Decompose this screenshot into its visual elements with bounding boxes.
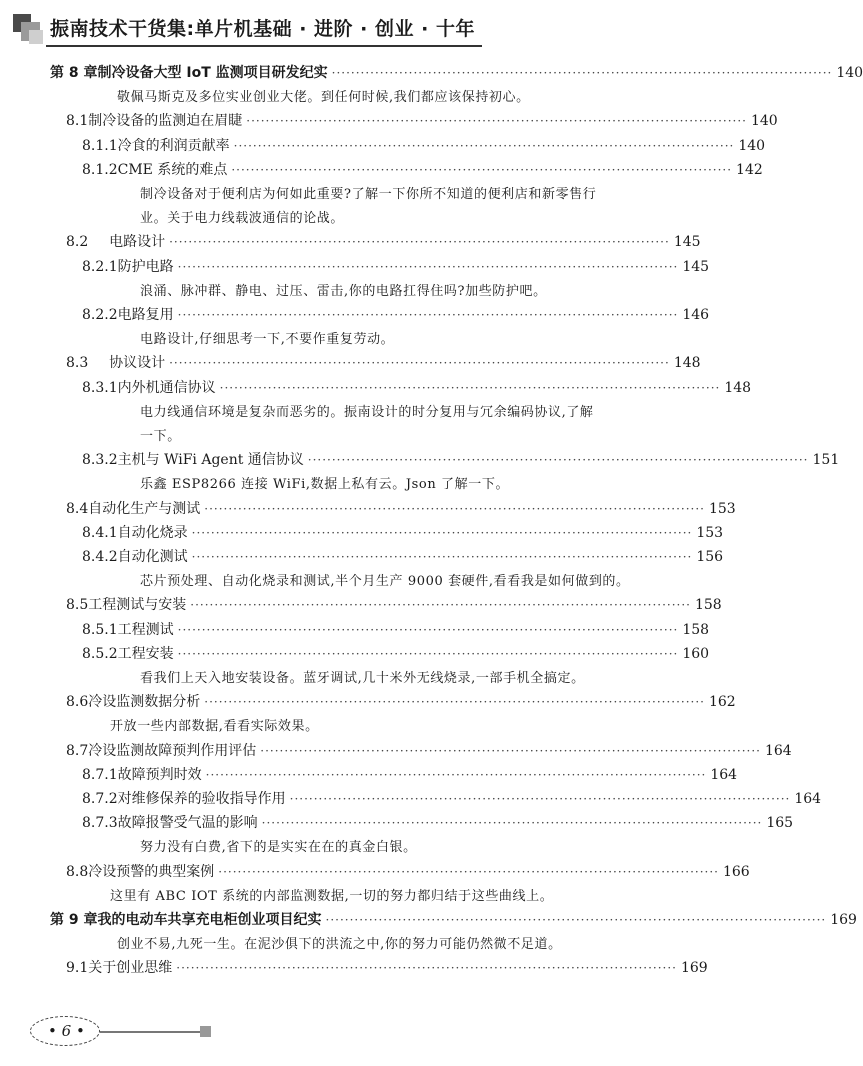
entry-description: 电力线通信环境是复杂而恶劣的。振南设计的时分复用与冗余编码协议,了解	[140, 404, 594, 420]
toc-section-entry	[66, 959, 708, 977]
dot-leader: ········································································································	[260, 743, 761, 758]
entry-number: 8.8	[66, 863, 89, 880]
entry-title: 协议设计	[109, 355, 166, 372]
entry-number: 8.3.2	[82, 452, 118, 469]
entry-number: 8.6	[66, 694, 89, 711]
toc-section-entry	[66, 500, 736, 518]
entry-number: 8.4	[66, 500, 89, 517]
toc-section-entry	[66, 863, 750, 881]
entry-number: 8.1.1	[82, 137, 118, 154]
entry-title: 制冷设备大型 IoT 监测项目研发纪实	[97, 65, 328, 81]
dot-leader: ········································································································	[191, 525, 693, 540]
dot-leader: ········································································································	[261, 816, 763, 831]
page-number: • 6 •	[48, 1022, 85, 1040]
entry-number: 8.2	[66, 234, 89, 251]
entry-page-number: 148	[724, 379, 752, 396]
entry-page-number: 142	[736, 161, 763, 178]
footer-rule	[100, 1031, 200, 1033]
toc-subsection-entry	[82, 524, 724, 542]
dot-leader: ········································································································	[231, 162, 733, 177]
entry-title: 主机与 WiFi Agent 通信协议	[117, 452, 304, 469]
entry-description: 创业不易,九死一生。在泥沙俱下的洪流之中,你的努力可能仍然微不足道。	[117, 937, 562, 953]
entry-number: 8.5.2	[82, 645, 118, 662]
dot-leader: ········································································································	[219, 380, 721, 395]
entry-description: 乐鑫 ESP8266 连接 WiFi,数据上私有云。Json 了解一下。	[140, 477, 510, 493]
toc-section-entry	[66, 693, 736, 711]
entry-page-number: 162	[708, 694, 736, 711]
entry-title: 防护电路	[117, 258, 174, 275]
entry-description: 芯片预处理、自动化烧录和测试,半个月生产 9000 套硬件,看看我是如何做到的。	[140, 574, 630, 590]
entry-number: 8.7.3	[82, 815, 118, 832]
dot-leader: ········································································································	[177, 646, 679, 661]
toc-subsection-entry	[82, 548, 724, 566]
dot-leader: ········································································································	[289, 792, 791, 806]
toc-subsection-entry	[82, 306, 710, 324]
entry-title: 冷设预警的典型案例	[88, 863, 215, 880]
entry-number: 8.5	[66, 597, 89, 614]
footer-decor-square	[200, 1026, 211, 1037]
entry-title: 电路复用	[117, 307, 174, 323]
entry-page-number: 164	[764, 742, 792, 759]
entry-description: 努力没有白费,省下的是实实在在的真金白银。	[140, 840, 417, 856]
entry-number: 8.5.1	[82, 621, 118, 638]
entry-title: 关于创业思维	[88, 960, 173, 977]
entry-title: 自动化测试	[117, 549, 188, 565]
dot-leader: ········································································································	[204, 501, 705, 516]
toc-section-entry	[66, 742, 792, 760]
entry-page-number: 166	[722, 863, 750, 880]
entry-number: 第 9 章	[50, 912, 98, 928]
toc-subsection-entry	[82, 161, 763, 179]
dot-leader: ········································································································	[331, 66, 833, 80]
toc-subsection-entry	[82, 379, 752, 397]
entry-number: 8.7.2	[82, 791, 118, 807]
entry-title: 工程安装	[117, 645, 174, 662]
toc-subsection-entry	[82, 790, 822, 808]
entry-title: 我的电动车共享充电柜创业项目纪实	[97, 912, 322, 928]
entry-page-number: 145	[673, 234, 701, 251]
entry-title: CME 系统的难点	[117, 161, 228, 178]
entry-page-number: 158	[682, 621, 710, 638]
entry-number: 8.1.2	[82, 161, 118, 178]
entry-description: 开放一些内部数据,看看实际效果。	[110, 719, 319, 735]
entry-title: 自动化烧录	[117, 524, 188, 541]
dot-leader: ········································································································	[190, 598, 691, 613]
entry-page-number: 151	[812, 452, 840, 469]
entry-page-number: 164	[710, 766, 738, 783]
entry-number: 9.1	[66, 960, 89, 977]
entry-page-number: 153	[708, 500, 736, 517]
entry-description: 电路设计,仔细思考一下,不要作重复劳动。	[140, 332, 395, 348]
entry-description: 一下。	[140, 429, 181, 444]
entry-title: 故障预判时效	[117, 766, 202, 783]
entry-page-number: 145	[682, 258, 710, 275]
toc-section-entry	[66, 354, 700, 372]
entry-description: 制冷设备对于便利店为何如此重要?了解一下你所不知道的便利店和新零售行	[140, 187, 597, 202]
entry-description: 敬佩马斯克及多位实业创业大佬。到任何时候,我们都应该保持初心。	[117, 90, 530, 106]
entry-title: 对维修保养的验收指导作用	[117, 791, 286, 807]
toc-subsection-entry	[82, 814, 794, 832]
toc-subsection-entry	[82, 258, 710, 276]
dot-leader: ········································································································	[325, 913, 827, 927]
dot-leader: ········································································································	[191, 550, 693, 564]
entry-title: 冷设监测数据分析	[88, 694, 201, 711]
entry-title: 工程测试与安装	[88, 597, 187, 614]
entry-number: 8.7	[66, 742, 89, 759]
entry-title: 故障报警受气温的影响	[117, 815, 258, 832]
entry-page-number: 164	[794, 791, 822, 807]
entry-title: 内外机通信协议	[117, 379, 216, 396]
entry-page-number: 158	[694, 597, 722, 614]
toc-chapter-entry	[50, 64, 863, 82]
toc-chapter-entry	[50, 911, 857, 929]
entry-description: 浪涌、脉冲群、静电、过压、雷击,你的电路扛得住吗?加些防护吧。	[140, 283, 547, 299]
toc-subsection-entry	[82, 621, 710, 639]
entry-page-number: 140	[836, 65, 863, 81]
entry-title: 制冷设备的监测迫在眉睫	[88, 113, 243, 130]
entry-title: 电路设计	[109, 234, 166, 251]
entry-number: 8.2.2	[82, 307, 118, 323]
toc-subsection-entry	[82, 766, 738, 784]
entry-page-number: 165	[766, 815, 794, 832]
entry-page-number: 156	[696, 549, 724, 565]
toc-subsection-entry	[82, 137, 766, 155]
dot-leader: ········································································································	[169, 235, 670, 250]
dot-leader: ········································································································	[246, 114, 747, 129]
dot-leader: ········································································································	[205, 767, 707, 782]
entry-description: 这里有 ABC IOT 系统的内部监测数据,一切的努力都归结于这些曲线上。	[110, 888, 554, 904]
page-number-value: 6	[61, 1022, 72, 1040]
entry-number: 8.3	[66, 355, 89, 372]
entry-page-number: 160	[682, 645, 710, 662]
dot-leader: ········································································································	[233, 138, 735, 153]
toc-section-entry	[66, 233, 700, 251]
entry-number: 8.3.1	[82, 379, 118, 396]
entry-page-number: 169	[680, 960, 708, 977]
dot-leader: ········································································································	[177, 622, 679, 637]
dot-leader: ········································································································	[177, 259, 679, 274]
book-title: 振南技术干货集:单片机基础 · 进阶 · 创业 · 十年	[50, 18, 475, 40]
entry-title: 工程测试	[117, 621, 174, 638]
entry-number: 8.2.1	[82, 258, 118, 275]
dot-leader: ········································································································	[176, 961, 677, 976]
entry-page-number: 140	[738, 137, 766, 154]
entry-title: 冷食的利润贡献率	[117, 137, 230, 154]
dot-leader: ········································································································	[218, 864, 719, 879]
entry-number: 8.4.2	[82, 549, 118, 565]
dot-leader: ········································································································	[177, 308, 679, 322]
dot-leader: ········································································································	[169, 356, 670, 371]
entry-page-number: 169	[830, 912, 857, 928]
entry-page-number: 146	[682, 307, 710, 323]
toc-section-entry	[66, 596, 722, 614]
header-rule	[46, 45, 482, 47]
dot-leader: ········································································································	[307, 453, 809, 468]
entry-description: 看我们上天入地安装设备。蓝牙调试,几十米外无线烧录,一部手机全搞定。	[140, 671, 585, 686]
entry-number: 8.1	[66, 113, 89, 130]
toc-subsection-entry	[82, 451, 840, 469]
entry-title: 自动化生产与测试	[88, 500, 201, 517]
entry-page-number: 153	[696, 524, 724, 541]
dot-leader: ········································································································	[204, 695, 705, 710]
toc-section-entry	[66, 112, 778, 130]
entry-number: 8.7.1	[82, 766, 118, 783]
entry-page-number: 140	[750, 113, 778, 130]
entry-title: 冷设监测故障预判作用评估	[88, 742, 257, 759]
entry-number: 第 8 章	[50, 65, 98, 81]
toc-subsection-entry	[82, 645, 710, 663]
entry-page-number: 148	[673, 355, 701, 372]
header-decor-square	[29, 30, 43, 44]
entry-description: 业。关于电力线载波通信的论战。	[140, 211, 345, 227]
entry-number: 8.4.1	[82, 524, 118, 541]
